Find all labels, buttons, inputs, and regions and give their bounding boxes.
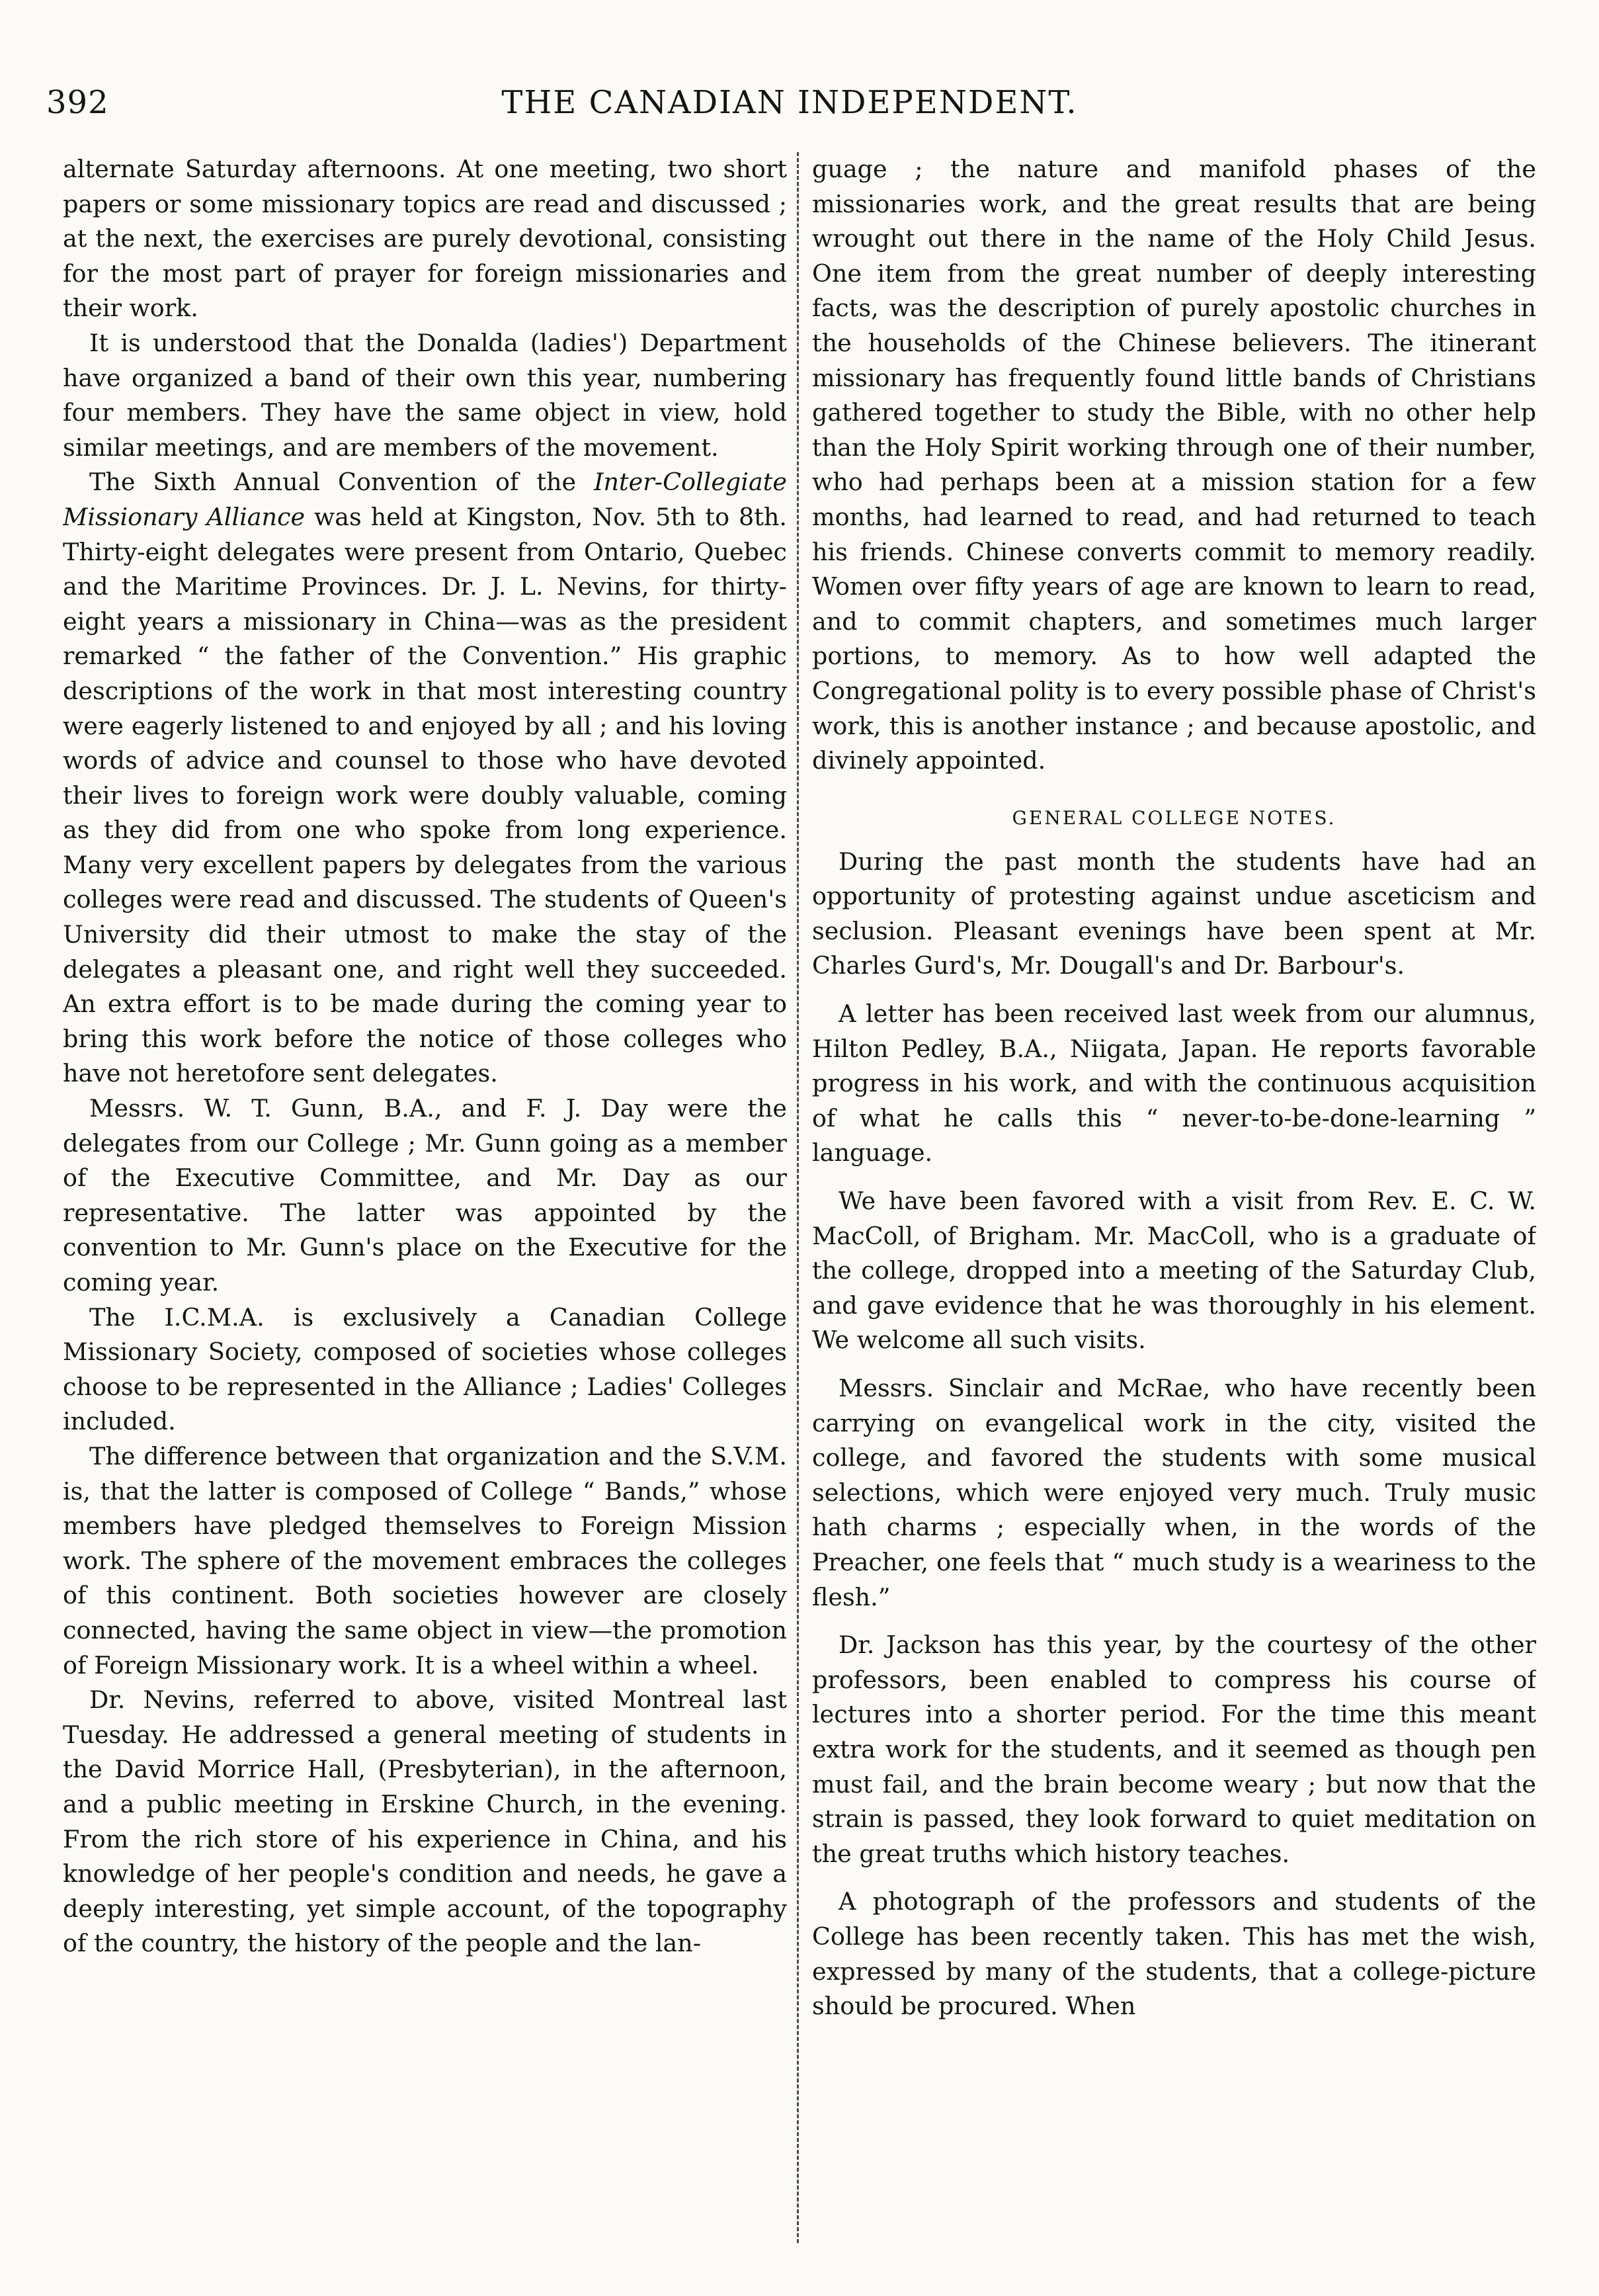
- section-heading: GENERAL COLLEGE NOTES.: [1012, 806, 1336, 829]
- paragraph: Messrs. Sinclair and McRae, who have recently been carrying on evangelical work in the city, visited the college, and favored the students with some musical selections, which were enjoyed very much. Truly music hath charms ; especially when, in the words of the Preacher, one feels that “ much study is a weariness to the flesh.”: [812, 1374, 1536, 1611]
- paragraph: We have been favored with a visit from Rev. E. C. W. MacColl, of Brigham. Mr. MacColl, who is a graduate of the college, dropped into a meeting of the Saturday Club, and gave evidence that he was thoroughly in his element. We welcome all such visits.: [812, 1187, 1536, 1355]
- paragraph: The difference between that organization and the S.V.M. is, that the latter is composed of College “ Bands,” whose members have pledged themselves to Foreign Mission work. The sphere of the movement embraces the colleges of this continent. Both societies however are closely connected, having the same object in view—the promotion of Foreign Missionary work. It is a wheel within a wheel.: [63, 1441, 787, 1679]
- paragraph: Dr. Nevins, referred to above, visited Montreal last Tuesday. He addressed a general meeting of students in the David Morrice Hall, (Presbyterian), in the afternoon, and a public meeting in Erskine Church, in the evening. From the rich store of his experience in China, and his knowledge of her people's condition and needs, he gave a deeply interesting, yet simple account, of the topography of the country, the history of the people and the lan-: [63, 1685, 787, 1958]
- alliance-name: Inter-Collegiate Missionary Alliance: [63, 468, 787, 531]
- paragraph: A letter has been received last week from our alumnus, Hilton Pedley, B.A., Niigata, Japan. He reports favorable progress in his work, and with the continuous acquisition of what he calls this “ never-to-be-done-learning ” language.: [812, 999, 1536, 1168]
- paragraph: The I.C.M.A. is exclusively a Canadian College Missionary Society, composed of societies whose colleges choose to be represented in the Alliance ; Ladies' Colleges included.: [63, 1302, 787, 1436]
- right-column: [812, 152, 1536, 2243]
- journal-title: THE CANADIAN INDEPENDENT.: [501, 84, 1078, 121]
- left-column: [63, 152, 787, 2243]
- paragraph: A photograph of the professors and students of the College has been recently taken. This has met the wish, expressed by many of the students, that a college-picture should be procured. When: [812, 1887, 1536, 2021]
- paragraph-convention: [63, 465, 787, 1091]
- page-header: [46, 79, 1533, 126]
- paragraph: guage ; the nature and manifold phases of the missionaries work, and the great results that are being wrought out there in the name of the Holy Child Jesus. One item from the great number of deeply interesting facts, was the description of purely apostolic churches in the households of the Chinese believers. The itinerant missionary has frequently found little bands of Christians gathered together to study the Bible, with no other help than the Holy Spirit working through one of their number, who had perhaps been at a mission station for a few months, had learned to read, and had returned to teach his friends. Chinese converts commit to memory readily. Women over fifty years of age are known to learn to read, and to commit chapters, and sometimes much larger portions, to memory. As to how well adapted the Congregational polity is to every possible phase of Christ's work, this is another instance ; and because apostolic, and divinely appointed.: [812, 155, 1536, 775]
- paragraph: Dr. Jackson has this year, by the courtesy of the other professors, been enabled to compress his course of lectures into a shorter period. For the time this meant extra work for the students, and it seemed as though pen must fail, and the brain become weary ; but now that the strain is passed, they look forward to quiet meditation on the great truths which history teaches.: [812, 1631, 1536, 1868]
- page-number: 392: [46, 84, 109, 121]
- paragraph: alternate Saturday afternoons. At one meeting, two short papers or some missionary topics are read and discussed ; at the next, the exercises are purely devotional, consisting for the most part of prayer for foreign missionaries and their work.: [63, 155, 787, 323]
- paragraph: Messrs. W. T. Gunn, B.A., and F. J. Day were the delegates from our College ; Mr. Gunn going as a member of the Executive Committee, and Mr. Day as our representative. The latter was appointed by the convention to Mr. Gunn's place on the Executive for the coming year.: [63, 1094, 787, 1297]
- paragraph-text: was held at Kingston, Nov. 5th to 8th. Thirty-eight delegates were present from Ontario, Quebec and the Maritime Provinces. Dr. J. L. Nevins, for thirty-eight years a missionary in China—was as the president remarked “ the father of the Convention.” His graphic descriptions of the work in that most interesting country were eagerly listened to and enjoyed by all ; and his loving words of advice and counsel to those who have devoted their lives to foreign work were doubly valuable, coming as they did from one who spoke from long experience. Many very excellent papers by delegates from the various colleges were read and discussed. The students of Queen's University did their utmost to make the stay of the delegates a pleasant one, and right well they succeeded. An extra effort is to be made during the coming year to bring this work before the notice of those colleges who have not heretofore sent delegates.: [63, 502, 787, 1088]
- paragraph-text: The Sixth Annual Convention of the: [89, 468, 594, 497]
- paragraph: It is understood that the Donalda (ladies') Department have organized a band of their own this year, numbering four members. They have the same object in view, hold similar meetings, and are members of the movement.: [63, 328, 787, 462]
- paragraph: During the past month the students have had an opportunity of protesting against undue asceticism and seclusion. Pleasant evenings have been spent at Mr. Charles Gurd's, Mr. Dougall's and Dr. Barbour's.: [812, 847, 1536, 980]
- column-divider: [797, 152, 799, 2243]
- text-columns: [63, 152, 1536, 2243]
